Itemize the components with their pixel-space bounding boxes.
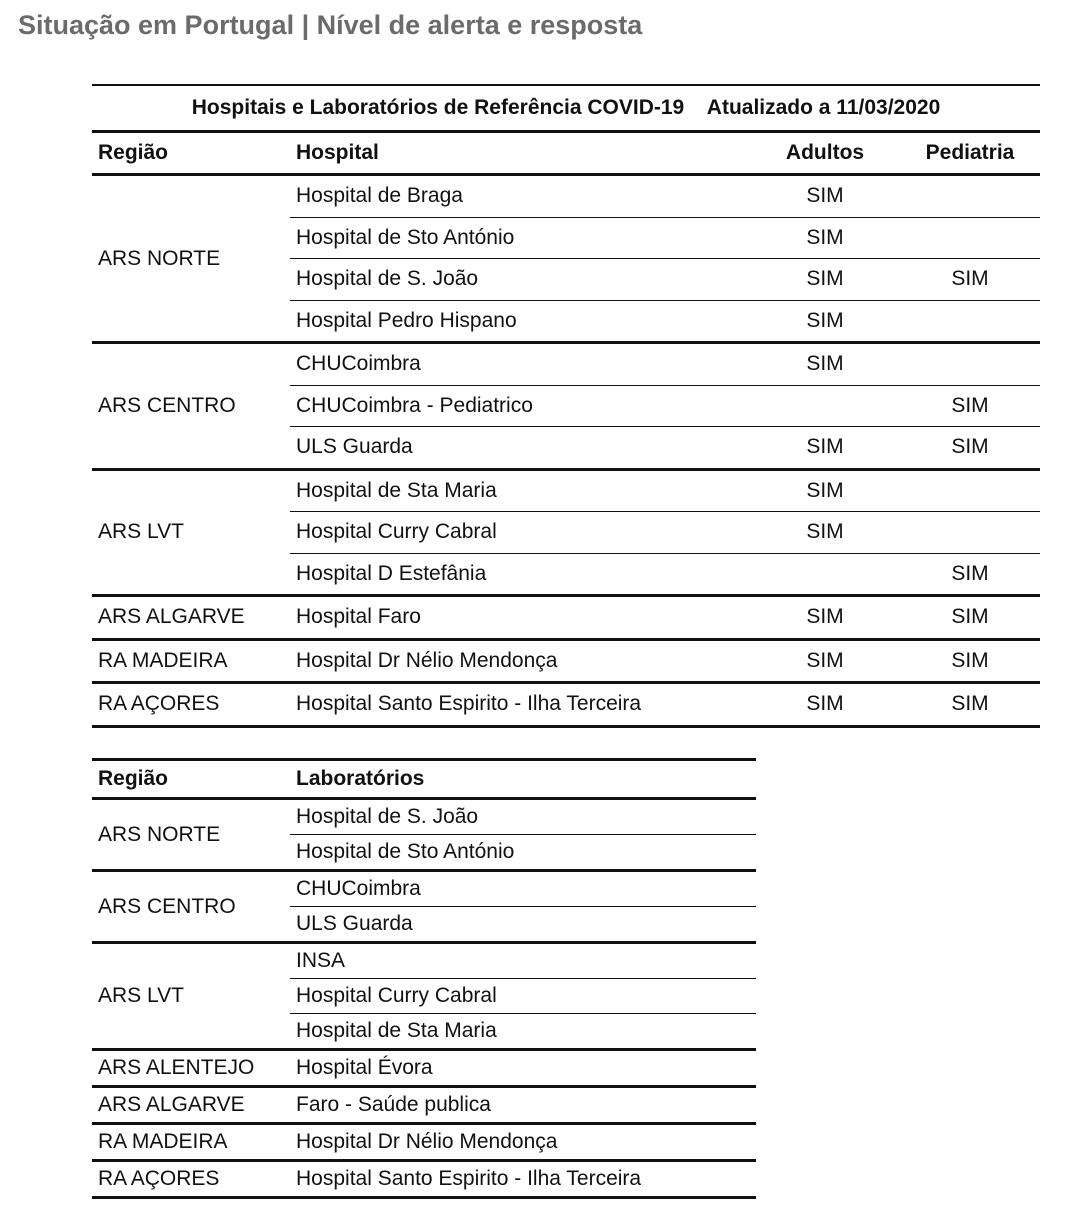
adults-cell: SIM [750,259,900,301]
laboratory-cell: Hospital Évora [290,1050,756,1087]
table-row [92,469,1040,512]
pediatrics-cell: SIM [900,385,1040,427]
table-row [92,799,756,835]
table-row [92,639,1040,683]
region-cell: RA MADEIRA [92,1124,290,1161]
column-header-laboratories: Laboratórios [290,760,756,799]
hospital-cell: CHUCoimbra - Pediatrico [290,385,750,427]
adults-cell: SIM [750,343,900,386]
laboratory-cell: Hospital de Sto António [290,835,756,871]
hospital-cell: CHUCoimbra [290,343,750,386]
pediatrics-cell: SIM [900,259,1040,301]
adults-cell [750,385,900,427]
laboratory-cell: CHUCoimbra [290,871,756,907]
column-header-hospital: Hospital [290,132,750,175]
table-row [92,1087,756,1124]
column-header-adults: Adultos [750,132,900,175]
region-cell: ARS ALENTEJO [92,1050,290,1087]
laboratory-cell: Hospital Curry Cabral [290,979,756,1014]
table-row [92,343,1040,386]
adults-cell: SIM [750,596,900,640]
pediatrics-cell: SIM [900,683,1040,727]
hospital-cell: ULS Guarda [290,427,750,470]
laboratory-cell: Hospital Santo Espirito - Ilha Terceira [290,1161,756,1198]
region-cell: ARS CENTRO [92,343,290,470]
laboratory-cell: Hospital de Sta Maria [290,1014,756,1050]
pediatrics-cell [900,469,1040,512]
laboratory-cell: INSA [290,943,756,979]
pediatrics-cell [900,343,1040,386]
adults-cell: SIM [750,427,900,470]
region-cell: RA MADEIRA [92,639,290,683]
region-cell: ARS LVT [92,943,290,1050]
pediatrics-cell [900,512,1040,554]
region-cell: ARS NORTE [92,175,290,343]
region-cell: ARS NORTE [92,799,290,871]
hospital-cell: Hospital D Estefânia [290,553,750,596]
column-header-region: Região [92,132,290,175]
hospital-cell: Hospital de Braga [290,175,750,218]
adults-cell: SIM [750,683,900,727]
page-title: Situação em Portugal | Nível de alerta e resposta [18,10,643,40]
table-row [92,871,756,907]
adults-cell: SIM [750,639,900,683]
laboratory-cell: ULS Guarda [290,907,756,943]
table-row [92,943,756,979]
hospital-cell: Hospital Faro [290,596,750,640]
pediatrics-cell [900,217,1040,259]
laboratories-table [92,758,756,1199]
table-row [92,1050,756,1087]
column-header-pediatrics: Pediatria [900,132,1040,175]
region-cell: ARS CENTRO [92,871,290,943]
pediatrics-cell: SIM [900,427,1040,470]
region-cell: RA AÇORES [92,683,290,727]
table-row [92,1161,756,1198]
table-row [92,596,1040,640]
table-row [92,683,1040,727]
hospital-cell: Hospital de S. João [290,259,750,301]
region-cell: ARS ALGARVE [92,1087,290,1124]
hospital-cell: Hospital de Sto António [290,217,750,259]
laboratory-cell: Faro - Saúde publica [290,1087,756,1124]
region-cell: ARS ALGARVE [92,596,290,640]
hospitals-table [92,84,1040,728]
adults-cell: SIM [750,300,900,343]
hospital-cell: Hospital Dr Nélio Mendonça [290,639,750,683]
column-header-region: Região [92,760,290,799]
hospital-cell: Hospital Pedro Hispano [290,300,750,343]
hospitals-table-body [92,175,1040,727]
pediatrics-cell: SIM [900,553,1040,596]
hospitals-table-title: Hospitais e Laboratórios de Referência COVID-19 Atualizado a 11/03/2020 [92,85,1040,132]
adults-cell: SIM [750,175,900,218]
hospital-cell: Hospital Santo Espirito - Ilha Terceira [290,683,750,727]
laboratory-cell: Hospital Dr Nélio Mendonça [290,1124,756,1161]
adults-cell: SIM [750,217,900,259]
hospital-cell: Hospital Curry Cabral [290,512,750,554]
adults-cell [750,553,900,596]
adults-cell: SIM [750,512,900,554]
hospital-cell: Hospital de Sta Maria [290,469,750,512]
region-cell: ARS LVT [92,469,290,596]
pediatrics-cell [900,300,1040,343]
adults-cell: SIM [750,469,900,512]
table-row [92,1124,756,1161]
pediatrics-cell: SIM [900,639,1040,683]
region-cell: RA AÇORES [92,1161,290,1198]
table-row [92,175,1040,218]
laboratories-table-body [92,799,756,1198]
pediatrics-cell [900,175,1040,218]
laboratory-cell: Hospital de S. João [290,799,756,835]
pediatrics-cell: SIM [900,596,1040,640]
